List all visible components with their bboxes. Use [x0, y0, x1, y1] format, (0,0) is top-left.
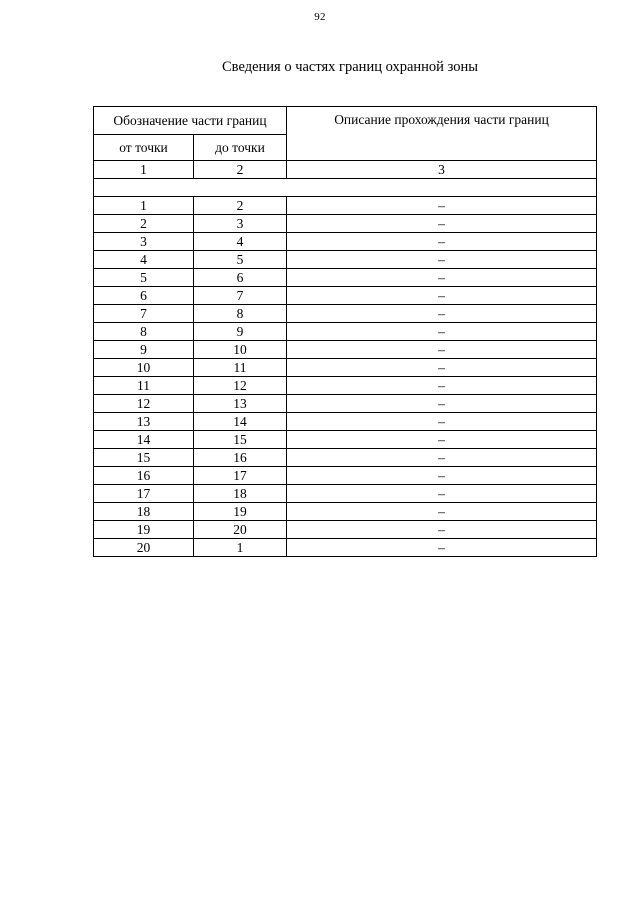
table-row: [94, 503, 597, 521]
header-from-point: от точки: [94, 135, 194, 161]
cell-to-point: 12: [194, 377, 287, 395]
cell-description: –: [287, 395, 597, 413]
table-row: [94, 341, 597, 359]
cell-to-point: 9: [194, 323, 287, 341]
table-header-row: [94, 107, 597, 135]
column-index: 3: [287, 161, 597, 179]
table-row: [94, 539, 597, 557]
cell-to-point: 2: [194, 197, 287, 215]
cell-to-point: 7: [194, 287, 287, 305]
cell-from-point: 18: [94, 503, 194, 521]
cell-to-point: 16: [194, 449, 287, 467]
cell-from-point: 15: [94, 449, 194, 467]
cell-from-point: 2: [94, 215, 194, 233]
table-row: [94, 305, 597, 323]
cell-from-point: 14: [94, 431, 194, 449]
cell-from-point: 20: [94, 539, 194, 557]
cell-description: –: [287, 377, 597, 395]
cell-description: –: [287, 413, 597, 431]
cell-description: –: [287, 521, 597, 539]
cell-description: –: [287, 485, 597, 503]
cell-from-point: 8: [94, 323, 194, 341]
cell-to-point: 10: [194, 341, 287, 359]
cell-description: –: [287, 449, 597, 467]
column-index: 1: [94, 161, 194, 179]
cell-from-point: 13: [94, 413, 194, 431]
table-row: [94, 413, 597, 431]
cell-description: –: [287, 359, 597, 377]
cell-to-point: 19: [194, 503, 287, 521]
table-row: [94, 233, 597, 251]
cell-to-point: 15: [194, 431, 287, 449]
cell-description: –: [287, 215, 597, 233]
cell-from-point: 7: [94, 305, 194, 323]
cell-to-point: 1: [194, 539, 287, 557]
cell-description: –: [287, 269, 597, 287]
cell-to-point: 17: [194, 467, 287, 485]
table-row: [94, 431, 597, 449]
table-row: [94, 251, 597, 269]
section-row: [94, 179, 597, 197]
page-number: 92: [314, 11, 326, 23]
cell-to-point: 8: [194, 305, 287, 323]
boundary-parts-table: [93, 106, 597, 557]
document-title: Сведения о частях границ охранной зоны: [222, 59, 478, 75]
cell-from-point: 11: [94, 377, 194, 395]
column-index-row: [94, 161, 597, 179]
cell-to-point: 3: [194, 215, 287, 233]
cell-from-point: 5: [94, 269, 194, 287]
cell-to-point: 5: [194, 251, 287, 269]
cell-from-point: 16: [94, 467, 194, 485]
cell-to-point: 6: [194, 269, 287, 287]
cell-from-point: 9: [94, 341, 194, 359]
cell-from-point: 19: [94, 521, 194, 539]
cell-from-point: 4: [94, 251, 194, 269]
table-row: [94, 485, 597, 503]
cell-to-point: 13: [194, 395, 287, 413]
table-row: [94, 323, 597, 341]
table-row: [94, 197, 597, 215]
cell-from-point: 10: [94, 359, 194, 377]
cell-description: –: [287, 503, 597, 521]
cell-description: –: [287, 233, 597, 251]
cell-to-point: 11: [194, 359, 287, 377]
table-row: [94, 449, 597, 467]
table-row: [94, 521, 597, 539]
header-to-point: до точки: [194, 135, 287, 161]
cell-description: –: [287, 431, 597, 449]
header-boundary-description: Описание прохождения части границ: [287, 107, 597, 161]
cell-description: –: [287, 305, 597, 323]
cell-description: –: [287, 251, 597, 269]
cell-from-point: 3: [94, 233, 194, 251]
table-row: [94, 377, 597, 395]
table-row: [94, 467, 597, 485]
cell-from-point: 12: [94, 395, 194, 413]
table-row: [94, 359, 597, 377]
cell-to-point: 18: [194, 485, 287, 503]
section-label: [94, 179, 597, 197]
table-row: [94, 269, 597, 287]
cell-to-point: 14: [194, 413, 287, 431]
cell-to-point: 4: [194, 233, 287, 251]
table-row: [94, 287, 597, 305]
cell-from-point: 17: [94, 485, 194, 503]
table-row: [94, 395, 597, 413]
table-row: [94, 215, 597, 233]
cell-description: –: [287, 467, 597, 485]
cell-description: –: [287, 197, 597, 215]
cell-from-point: 6: [94, 287, 194, 305]
cell-to-point: 20: [194, 521, 287, 539]
cell-from-point: 1: [94, 197, 194, 215]
cell-description: –: [287, 323, 597, 341]
cell-description: –: [287, 539, 597, 557]
cell-description: –: [287, 341, 597, 359]
header-boundary-designation: Обозначение части границ: [94, 107, 287, 135]
column-index: 2: [194, 161, 287, 179]
cell-description: –: [287, 287, 597, 305]
